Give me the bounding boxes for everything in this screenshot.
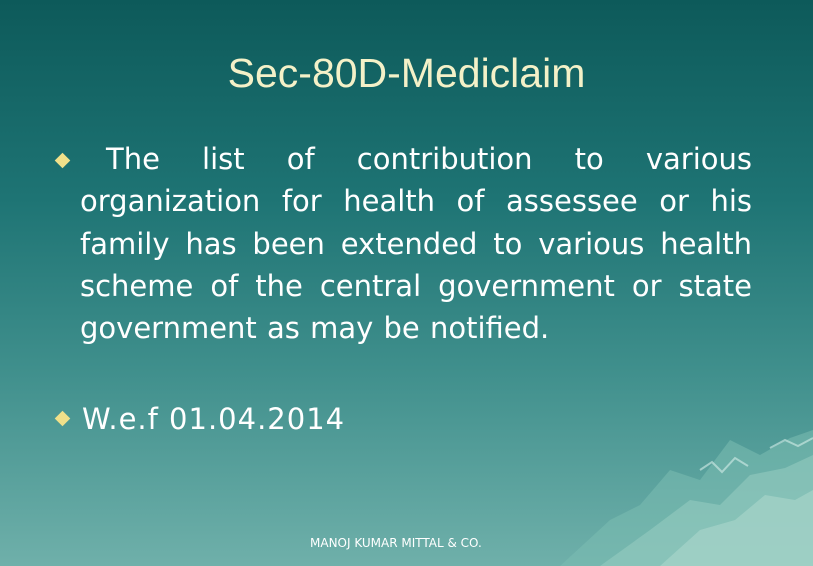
bullet-text-2: W.e.f 01.04.2014 <box>82 402 346 436</box>
footer-text: MANOJ KUMAR MITTAL & CO. <box>310 536 482 550</box>
slide-title: Sec-80D-Mediclaim <box>227 50 586 96</box>
bullet-text-1: The list of contribution to various organization for health of assessee or his family has been extended to various health scheme of the central government or state government as may be notified. <box>80 142 752 346</box>
